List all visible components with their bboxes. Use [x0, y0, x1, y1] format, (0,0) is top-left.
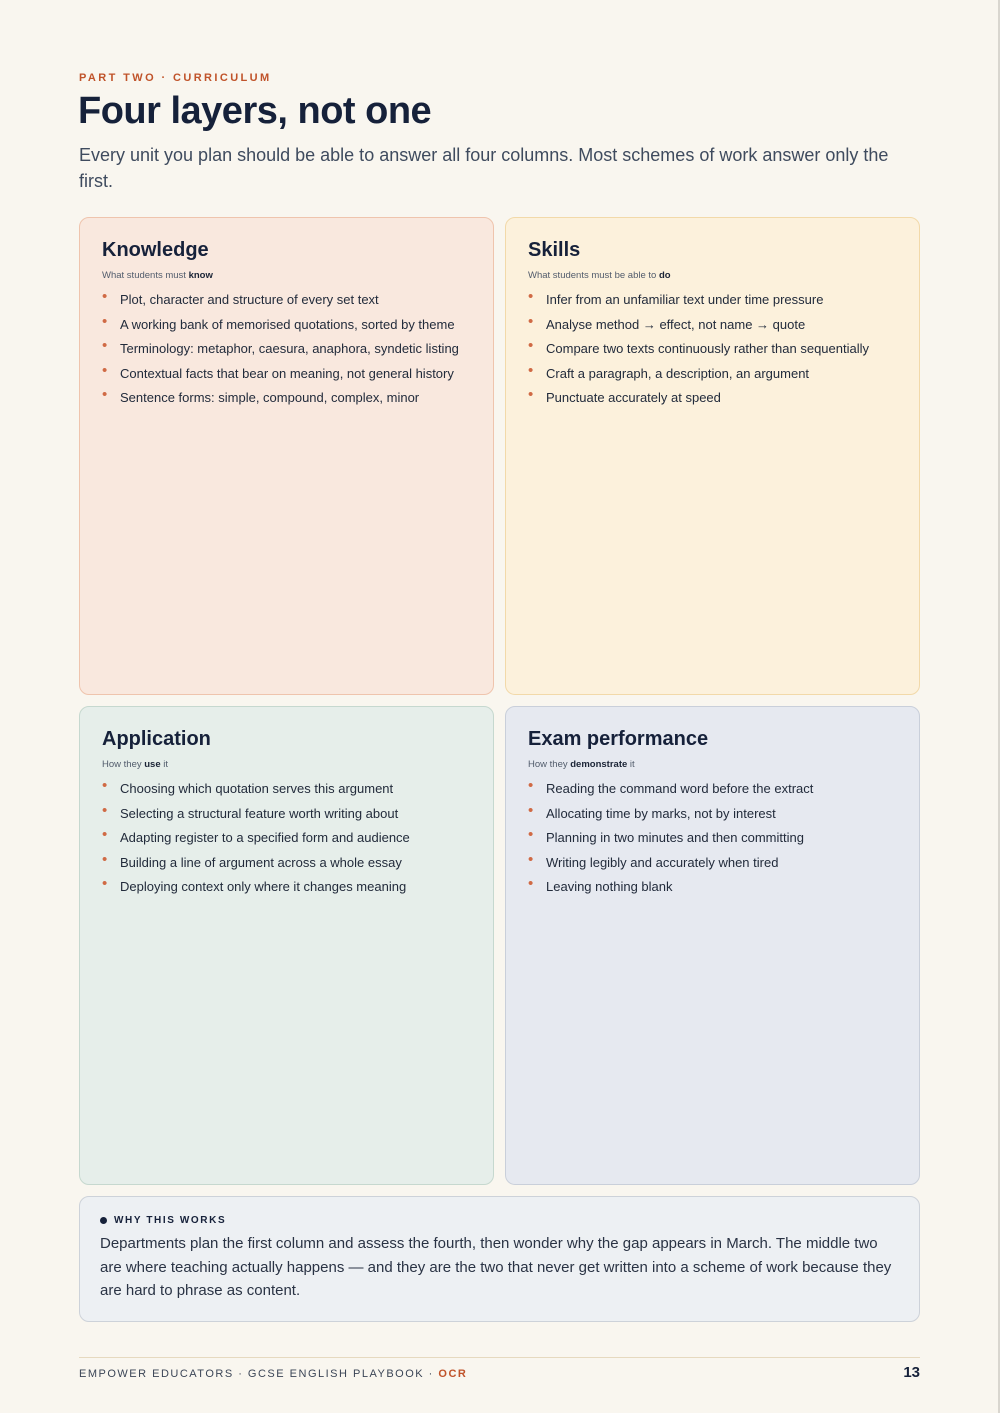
knowledge-card — [79, 217, 494, 695]
card-list — [102, 288, 471, 406]
subtitle-prefix: What students must be able to — [528, 270, 659, 281]
list-item-text: Compare two texts continuously rather than sequentially — [546, 341, 870, 356]
bullet-icon: • — [102, 361, 108, 379]
list-item-text: Selecting a structural feature worth writing about — [120, 805, 399, 821]
bullet-icon: • — [102, 337, 108, 354]
subtitle-emphasis: demonstrate — [570, 759, 628, 770]
footer-divider — [79, 1357, 920, 1358]
page-number: 13 — [903, 1364, 920, 1381]
list-item-text: Choosing which quotation serves this argument — [120, 781, 394, 796]
card-list — [528, 288, 897, 406]
bullet-icon: • — [528, 337, 534, 354]
list-item-text: Planning in two minutes and then committing — [546, 830, 804, 845]
bullet-icon: • — [528, 386, 534, 403]
bullet-icon: • — [102, 850, 108, 868]
page-title: Four layers, not one — [78, 90, 432, 132]
page-lede: Every unit you plan should be able to answer all four columns. Most schemes of work answer only the first. — [79, 145, 889, 191]
list-item-text: Sentence forms: simple, compound, complex, minor — [120, 390, 420, 405]
exam-performance-card — [505, 706, 920, 1185]
list-item-text: Writing legibly and accurately when tired — [546, 854, 779, 870]
list-item — [102, 312, 471, 333]
list-item — [528, 361, 897, 382]
bullet-icon: • — [528, 361, 534, 379]
list-item-text: Craft a paragraph, a description, an argument — [546, 365, 810, 381]
callout-body: Departments plan the first column and assess the fourth, then wonder why the gap appears in March. The middle two are where teaching actually happens — and they are the two that never get written into a scheme of work because they are hard to phrase as content. — [100, 1235, 892, 1299]
list-item — [528, 337, 897, 357]
card-title: Skills — [528, 239, 581, 261]
why-this-works-callout — [79, 1196, 920, 1322]
subtitle-prefix: How they — [102, 759, 145, 770]
card-subtitle — [528, 270, 897, 283]
card-list — [528, 777, 897, 895]
callout-label — [100, 1215, 899, 1226]
application-card — [79, 706, 494, 1185]
list-item — [528, 777, 897, 797]
bullet-icon: • — [102, 386, 108, 403]
subtitle-emphasis: do — [658, 270, 671, 281]
list-item-text: Allocating time by marks, not by interest — [546, 805, 776, 821]
list-item-text: Leaving nothing blank — [546, 879, 673, 894]
subtitle-emphasis: use — [144, 759, 161, 770]
list-item-text: Reading the command word before the extract — [546, 781, 814, 796]
list-item — [528, 875, 897, 895]
list-item — [102, 850, 471, 871]
subtitle-suffix: it — [160, 759, 169, 770]
bullet-icon: • — [102, 288, 108, 305]
list-item-text: Building a line of argument across a whole essay — [120, 854, 402, 870]
bullet-icon: • — [102, 777, 108, 794]
list-item — [528, 826, 897, 846]
bullet-icon: • — [102, 875, 108, 892]
list-item-text: Infer from an unfamiliar text under time pressure — [546, 292, 824, 307]
dot-icon — [100, 1217, 107, 1224]
list-item-text: Analyse method → effect, not name → quote — [546, 316, 806, 332]
subtitle-emphasis: know — [188, 270, 213, 281]
list-item-text: Terminology: metaphor, caesura, anaphora, syndetic listing — [120, 341, 459, 356]
footer-text: EMPOWER EDUCATORS · GCSE ENGLISH PLAYBOOK · — [79, 1368, 439, 1380]
subtitle-suffix: it — [627, 759, 635, 770]
list-item — [102, 288, 471, 308]
list-item-text: A working bank of memorised quotations, sorted by theme — [120, 316, 455, 332]
card-title: Exam performance — [528, 728, 709, 750]
subtitle-prefix: What students must — [102, 270, 189, 281]
list-item — [102, 337, 471, 357]
bullet-icon: • — [528, 777, 534, 794]
list-item — [102, 777, 471, 797]
bullet-icon: • — [528, 288, 534, 305]
bullet-icon: • — [528, 826, 534, 843]
list-item-text: Adapting register to a specified form and audience — [120, 830, 410, 845]
list-item — [528, 850, 897, 871]
list-item — [102, 361, 471, 382]
card-subtitle — [102, 270, 471, 283]
bullet-icon: • — [528, 875, 534, 892]
footer-brand: OCR — [438, 1368, 468, 1380]
bullet-icon: • — [528, 850, 534, 868]
bullet-icon: • — [528, 801, 534, 819]
callout-label-text: WHY THIS WORKS — [114, 1215, 227, 1226]
section-eyebrow: PART TWO · CURRICULUM — [79, 72, 272, 84]
card-subtitle — [102, 759, 471, 772]
card-subtitle — [528, 759, 897, 772]
card-list — [102, 777, 471, 895]
list-item — [102, 386, 471, 406]
list-item — [528, 288, 897, 308]
skills-card — [505, 217, 920, 695]
list-item — [102, 875, 471, 895]
list-item-text: Punctuate accurately at speed — [546, 390, 721, 405]
bullet-icon: • — [102, 801, 108, 819]
list-item — [528, 801, 897, 822]
list-item-text: Contextual facts that bear on meaning, not general history — [120, 365, 454, 381]
list-item — [102, 801, 471, 822]
bullet-icon: • — [528, 312, 534, 330]
list-item — [102, 826, 471, 846]
footer-running-title — [79, 1368, 467, 1380]
list-item-text: Deploying context only where it changes meaning — [120, 879, 407, 894]
card-title: Application — [102, 728, 211, 750]
card-title: Knowledge — [102, 239, 209, 261]
bullet-icon: • — [102, 312, 108, 330]
list-item — [528, 386, 897, 406]
bullet-icon: • — [102, 826, 108, 843]
list-item-text: Plot, character and structure of every set text — [120, 292, 379, 307]
subtitle-prefix: How they — [528, 759, 571, 770]
list-item — [528, 312, 897, 333]
